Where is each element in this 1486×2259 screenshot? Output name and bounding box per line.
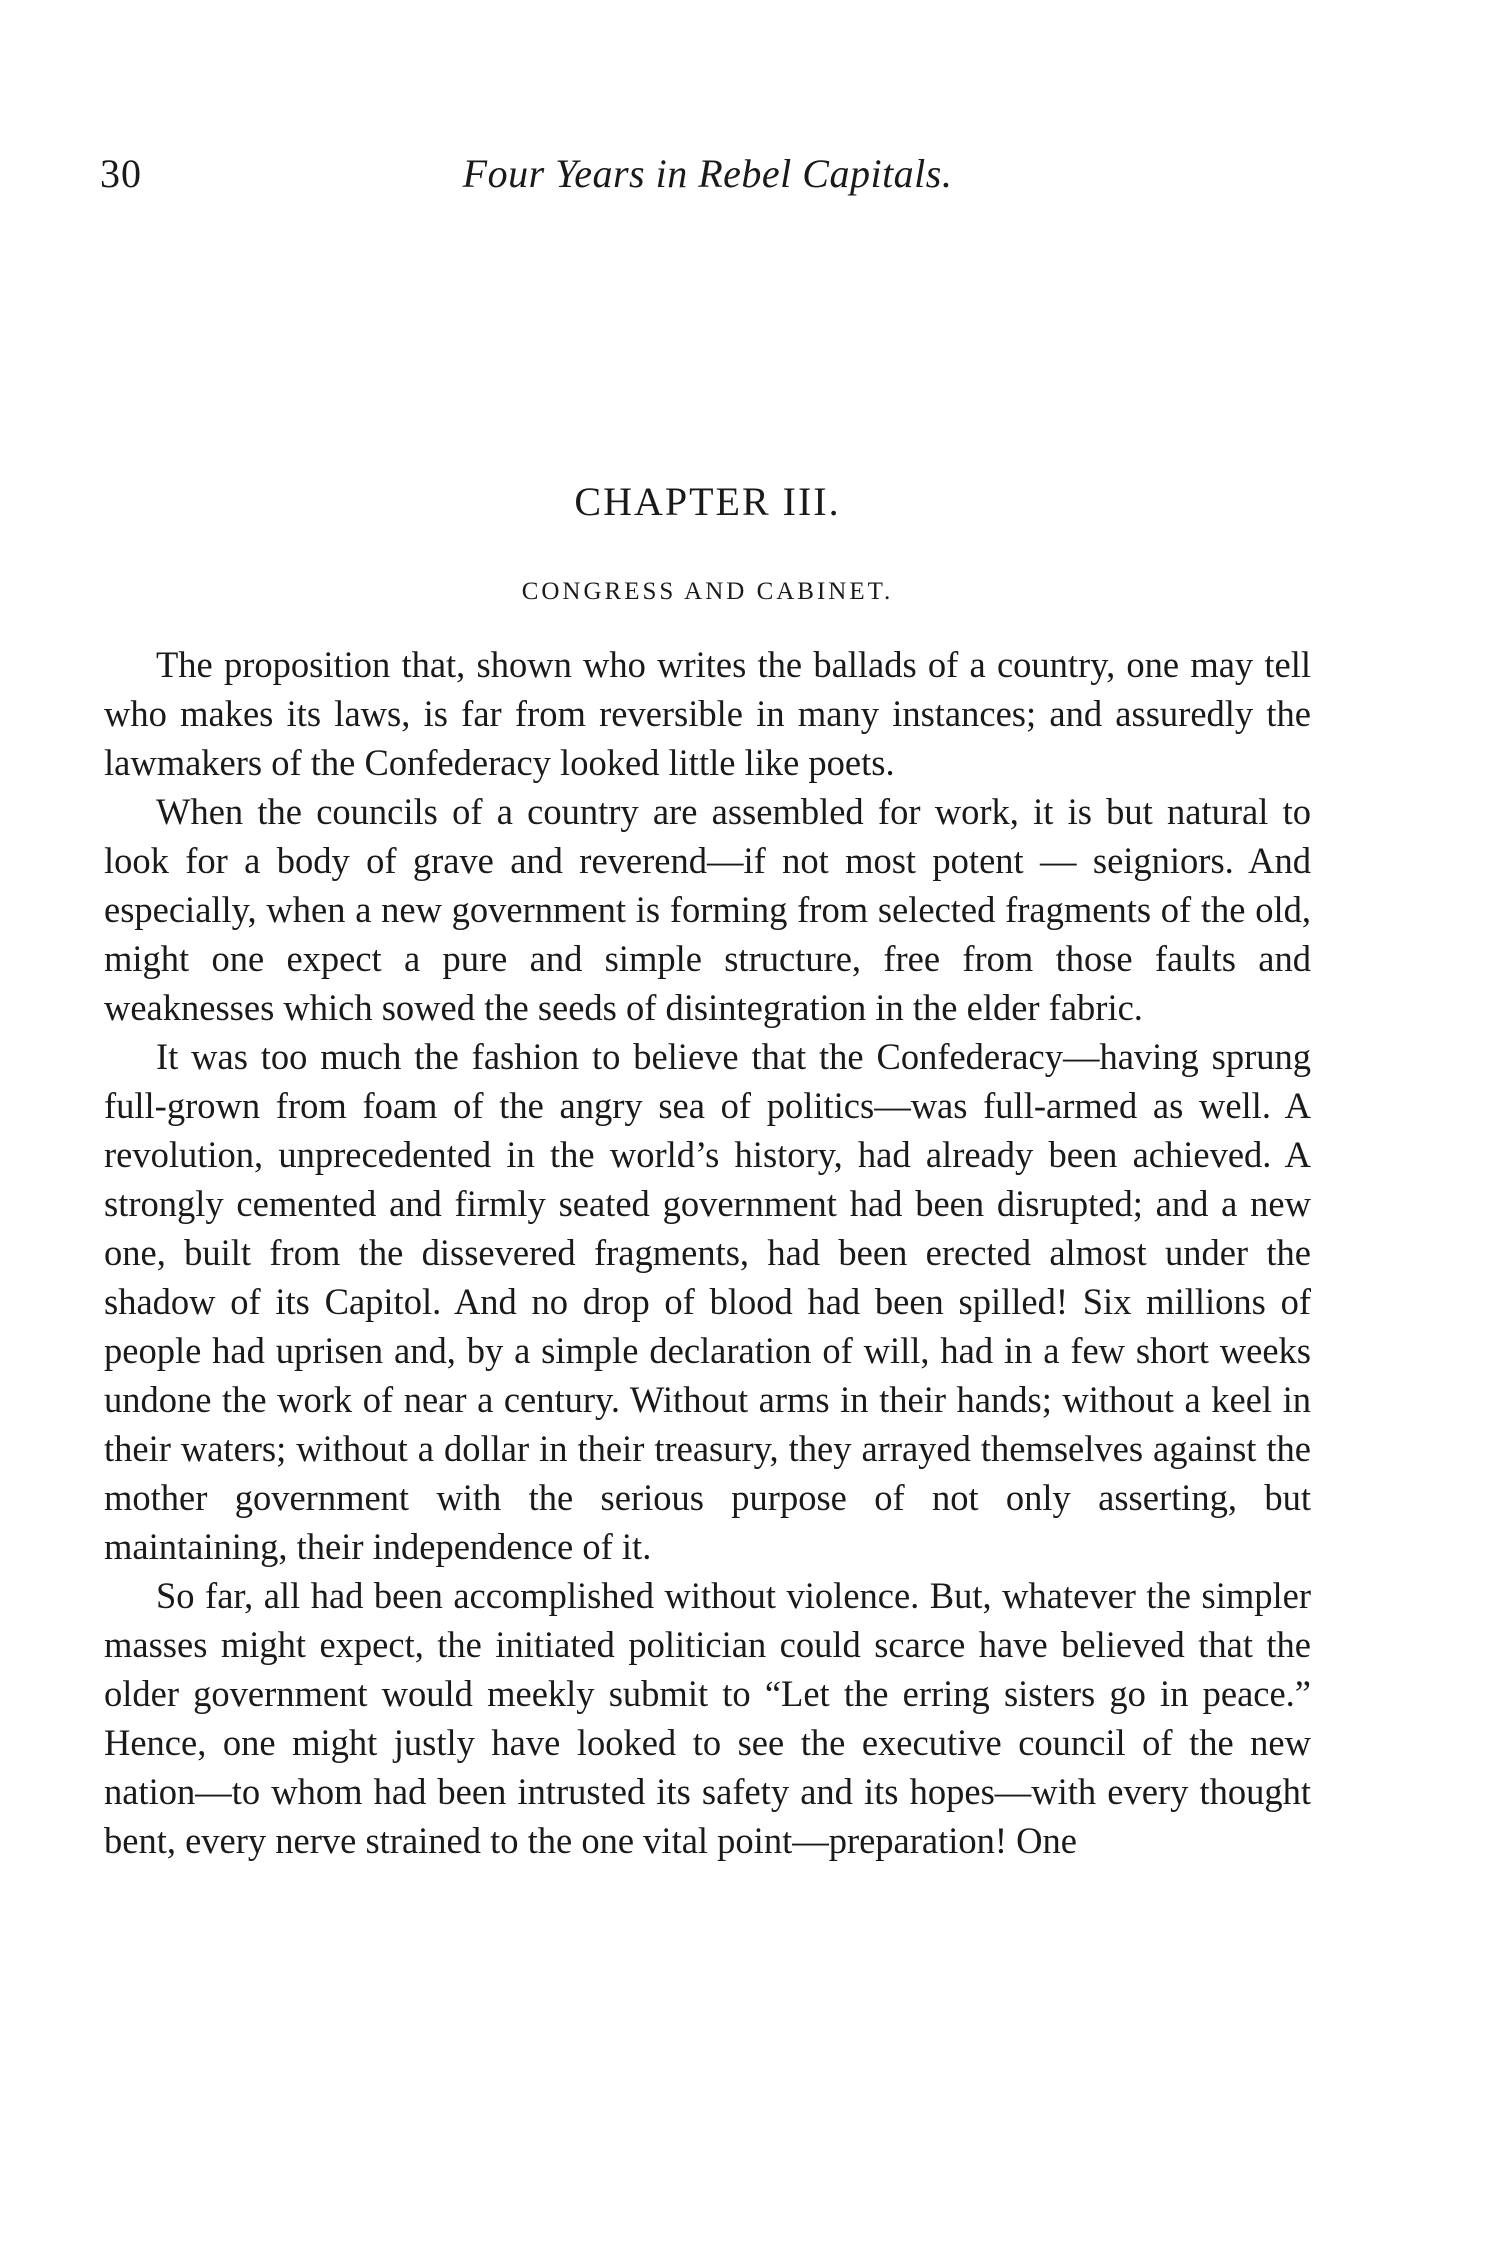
page-number: 30 bbox=[100, 151, 142, 196]
running-head bbox=[100, 150, 1315, 210]
paragraph: It was too much the fashion to believe that the Confederacy—having sprung full-grown from foam of the angry sea of politics—was full-armed as well. A revolution, unprecedented in the world’s history, had already been achieved. A strongly cemented and firmly seated government had been disrupted; and a new one, built from the dissevered fragments, had been erected almost under the shadow of its Capitol. And no drop of blood had been spilled! Six millions of people had uprisen and, by a simple declaration of will, had in a few short weeks undone the work of near a century. Without arms in their hands; without a keel in their waters; without a dollar in their treasury, they arrayed themselves against the mother government with the serious purpose of not only asserting, but maintaining, their independence of it. bbox=[104, 1036, 1311, 1567]
running-title: Four Years in Rebel Capitals. bbox=[462, 151, 953, 196]
body-text bbox=[104, 640, 1311, 1865]
chapter-subtitle: CONGRESS AND CABINET. bbox=[521, 578, 894, 605]
paragraph: So far, all had been accomplished without violence. But, whatever the simpler masses might expect, the initiated politician could scarce have believed that the older government would meekly submit to “Let the erring sisters go in peace.” Hence, one might justly have looked to see the executive council of the new nation—to whom had been intrusted its safety and its hopes—with every thought bent, every nerve strained to the one vital point—preparation! One bbox=[104, 1575, 1311, 1861]
paragraph: The proposition that, shown who writes the ballads of a country, one may tell who makes its laws, is far from reversible in many instances; and assuredly the lawmakers of the Confederacy looked little like poets. bbox=[104, 644, 1311, 783]
chapter-title: CHAPTER III. bbox=[574, 479, 841, 524]
paragraph: When the councils of a country are assembled for work, it is but natural to look for a body of grave and reverend—if not most potent — seigniors. And especially, when a new government is forming from selected fragments of the old, might one expect a pure and simple structure, free from those faults and weaknesses which sowed the seeds of disintegration in the elder fabric. bbox=[104, 791, 1311, 1028]
